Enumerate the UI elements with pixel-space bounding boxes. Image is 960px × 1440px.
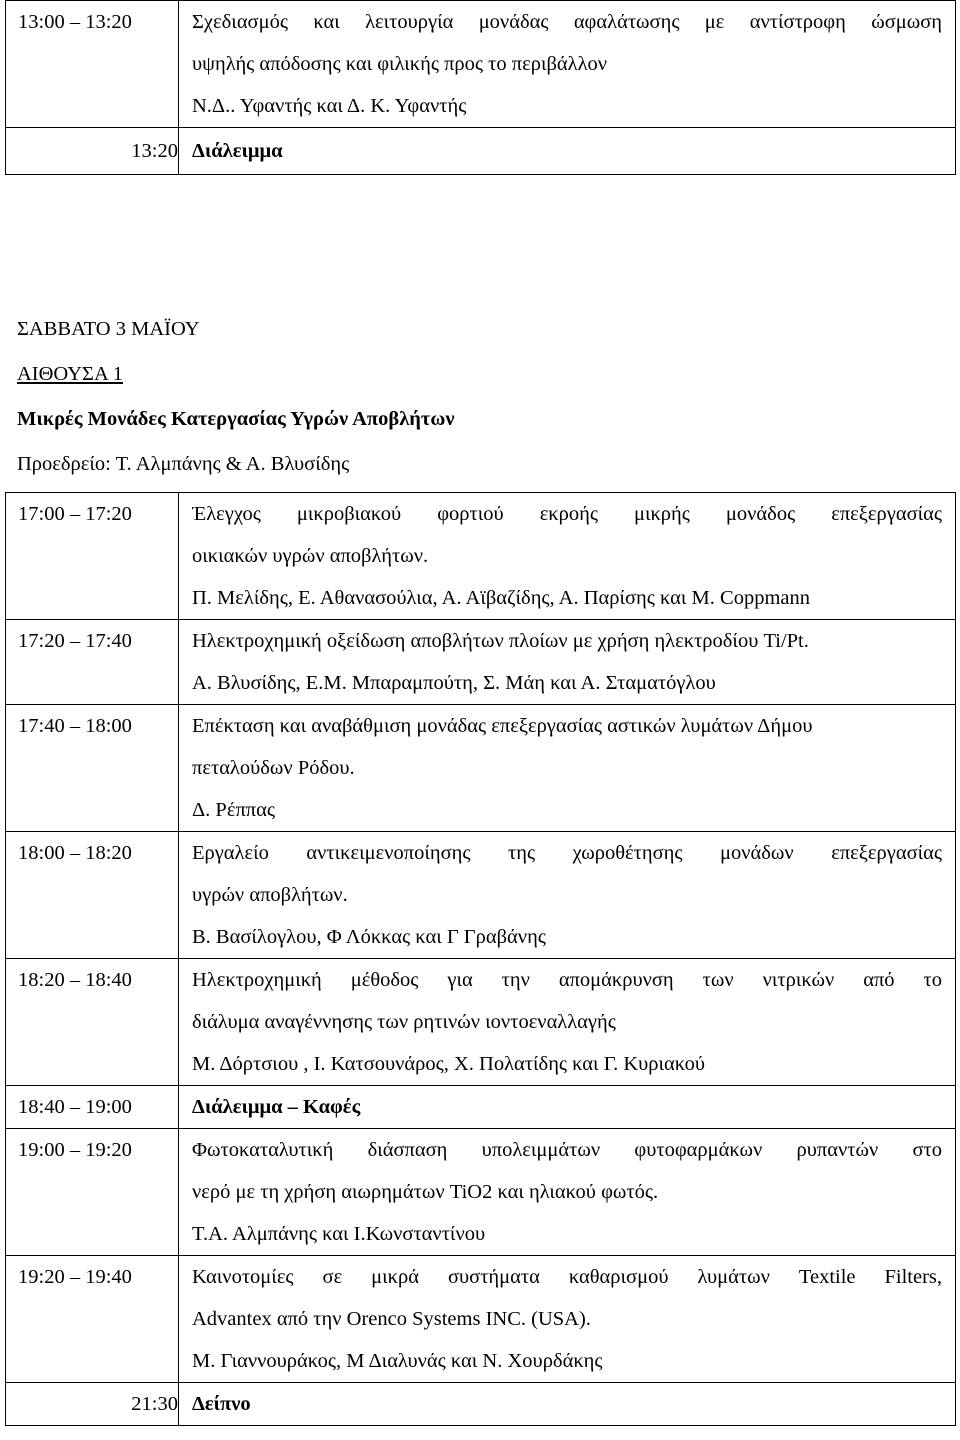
session-time: 13:00 – 13:20 [18,11,132,33]
talk-title-line: υψηλής απόδοσης και φιλικής προς το περιβάλλον [192,53,608,75]
content-cell [179,1383,956,1426]
day-header [17,307,947,487]
session-time: 18:00 – 18:20 [18,842,132,864]
talk-authors: Α. Βλυσίδης, Ε.Μ. Μπαραμπούτη, Σ. Μάη και Α. Σταματόγλου [192,672,716,694]
table-row [6,1129,956,1256]
session-time: 17:00 – 17:20 [18,503,132,525]
break-title: Διάλειμμα – Καφές [192,1096,361,1118]
content-cell [179,959,956,1086]
content-cell [179,493,956,620]
time-cell [6,1383,179,1426]
break-title: Διάλειμμα [192,140,283,162]
table-row [6,1,956,128]
talk-title-line: Εργαλείο αντικειμενοποίησης της χωροθέτησης μονάδων επεξεργασίας [192,842,942,864]
content-cell [179,705,956,832]
talk-authors: Μ. Δόρτσιου , Ι. Κατσουνάρος, Χ. Πολατίδης και Γ. Κυριακού [192,1053,706,1075]
time-cell [6,620,179,705]
content-cell [179,1,956,128]
talk-title-line: Ηλεκτροχημική οξείδωση αποβλήτων πλοίων με χρήση ηλεκτροδίου Ti/Pt. [192,630,809,652]
talk-authors: Μ. Γιαννουράκος, Μ Διαλυνάς και Ν. Χουρδάκης [192,1350,603,1372]
schedule-table-top [5,0,956,175]
table-row [6,705,956,832]
talk-title-line: νερό με τη χρήση αιωρημάτων TiO2 και ηλιακού φωτός. [192,1181,659,1203]
session-time: 17:40 – 18:00 [18,715,132,737]
talk-authors: Τ.Α. Αλμπάνης και Ι.Κωνσταντίνου [192,1223,486,1245]
talk-authors: Δ. Ρέππας [192,799,276,821]
time-cell [6,1129,179,1256]
session-time: 18:20 – 18:40 [18,969,132,991]
time-cell [6,705,179,832]
content-cell [179,1129,956,1256]
content-cell [179,832,956,959]
table-row [6,1086,956,1129]
table-row [6,832,956,959]
content-cell [179,1086,956,1129]
talk-title-line: Advantex από την Orenco Systems INC. (USA). [192,1308,591,1330]
talk-authors: Π. Μελίδης, Ε. Αθανασούλια, Α. Αϊβαζίδης, Α. Παρίσης και Μ. Coppmann [192,587,810,609]
table-row [6,128,956,175]
content-cell [179,620,956,705]
talk-authors: Β. Βασίλογλου, Φ Λόκκας και Γ Γραβάνης [192,926,546,948]
session-time: 17:20 – 17:40 [18,630,132,652]
table-row [6,1256,956,1383]
session-time: 19:00 – 19:20 [18,1139,132,1161]
session-chairs: Προεδρείο: Τ. Αλμπάνης & Α. Βλυσίδης [17,453,350,475]
session-time: 21:30 [131,1393,178,1415]
content-cell [179,1256,956,1383]
time-cell [6,1,179,128]
session-time: 19:20 – 19:40 [18,1266,132,1288]
content-cell [179,128,956,175]
table-row [6,959,956,1086]
table-row [6,1383,956,1426]
talk-title-line: Έλεγχος μικροβιακού φορτιού εκροής μικρής μονάδος επεξεργασίας [192,503,942,525]
talk-title-line: υγρών αποβλήτων. [192,884,348,906]
time-cell [6,1086,179,1129]
talk-title-line: Καινοτομίες σε μικρά συστήματα καθαρισμού λυμάτων Textile Filters, [192,1266,942,1288]
session-time: 13:20 [131,140,178,162]
schedule-table-saturday [5,492,956,1426]
talk-title-line: Ηλεκτροχημική μέθοδος για την απομάκρυνση των νιτρικών από το [192,969,942,991]
talk-title-line: Σχεδιασμός και λειτουργία μονάδας αφαλάτωσης με αντίστροφη ώσμωση [192,11,942,33]
talk-title-line: πεταλούδων Ρόδου. [192,757,355,779]
talk-title-line: Επέκταση και αναβάθμιση μονάδας επεξεργασίας αστικών λυμάτων Δήμου [192,715,813,737]
room-title: ΑΙΘΟΥΣΑ 1 [17,363,124,385]
time-cell [6,493,179,620]
session-title: Μικρές Μονάδες Κατεργασίας Υγρών Αποβλήτων [17,408,455,430]
time-cell [6,128,179,175]
talk-title-line: Φωτοκαταλυτική διάσπαση υπολειμμάτων φυτοφαρμάκων ρυπαντών στο [192,1139,942,1161]
table-row [6,493,956,620]
talk-title-line: οικιακών υγρών αποβλήτων. [192,545,429,567]
time-cell [6,832,179,959]
time-cell [6,1256,179,1383]
session-time: 18:40 – 19:00 [18,1096,132,1118]
time-cell [6,959,179,1086]
day-title: ΣΑΒΒΑΤΟ 3 ΜΑΪΟΥ [17,318,200,340]
talk-title-line: διάλυμα αναγέννησης των ρητινών ιοντοεναλλαγής [192,1011,616,1033]
table-row [6,620,956,705]
break-title: Δείπνο [192,1393,251,1415]
talk-authors: Ν.Δ.. Υφαντής και Δ. Κ. Υφαντής [192,95,467,117]
